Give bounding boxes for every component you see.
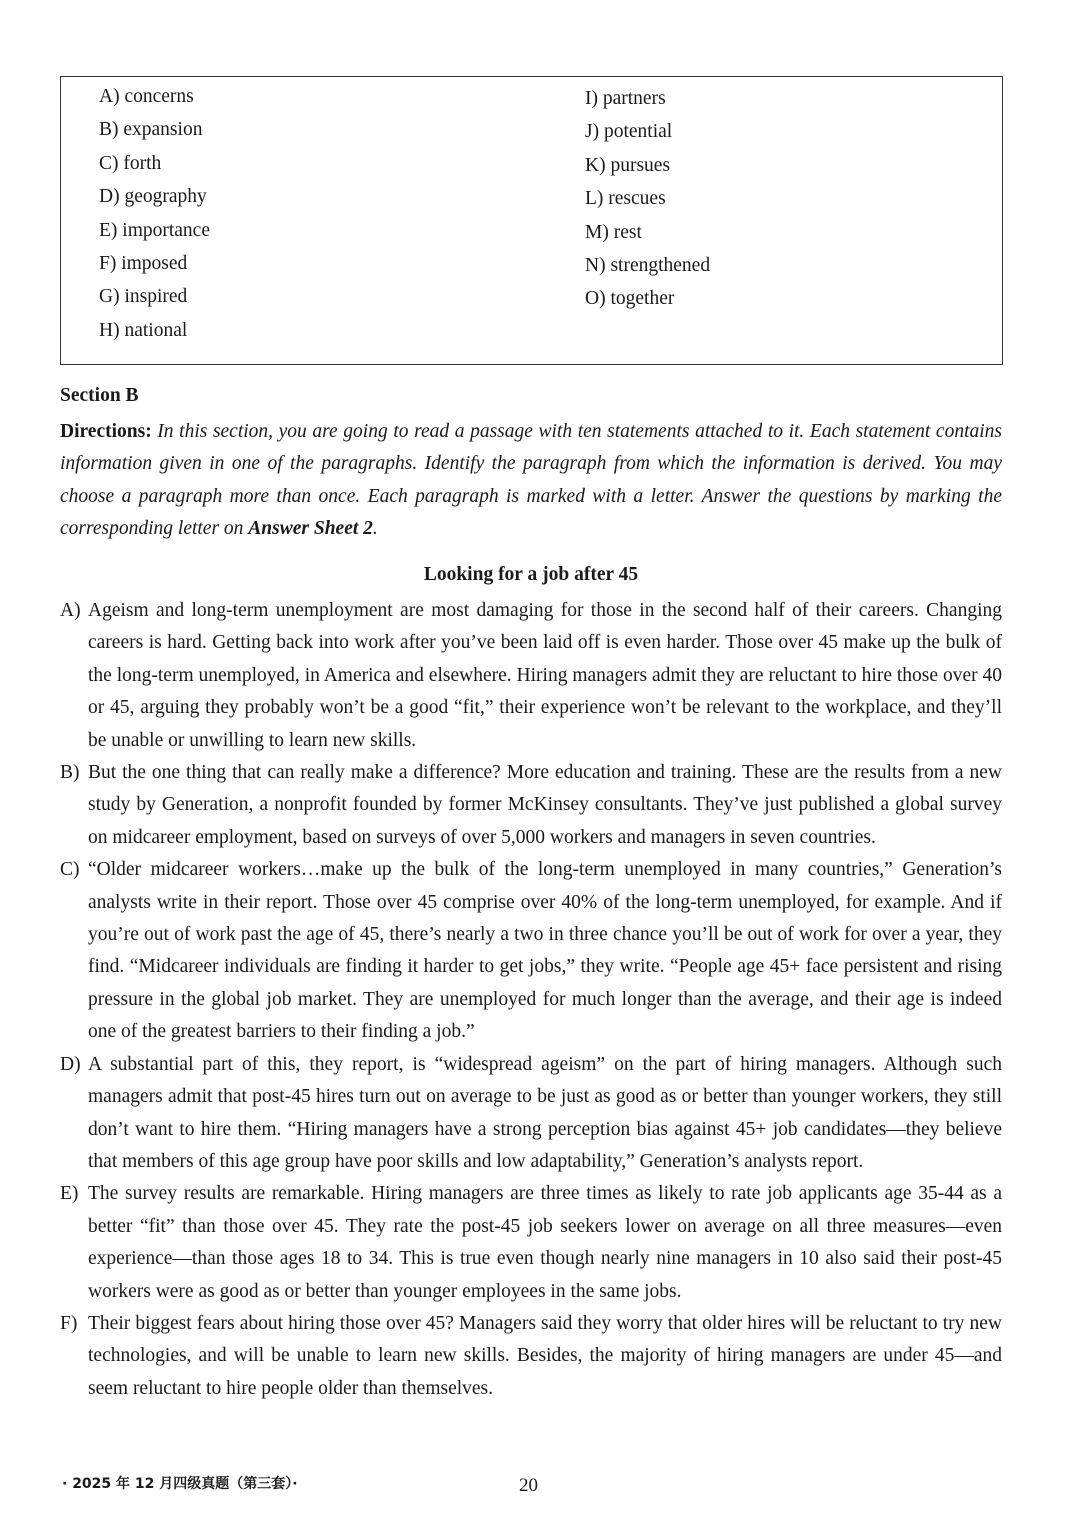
word-option: O) together: [585, 288, 675, 310]
word-option: J) potential: [585, 121, 673, 143]
paragraph-text: Ageism and long-term unemployment are most damaging for those in the second half of their careers. Changing careers is hard. Getting back into work after you’ve been laid off is even harder. Those over 45 make up the bulk of the long-term unemployed, in America and elsewhere. Hiring managers admit they are reluctant to hire those over 40 or 45, arguing they probably won’t be a good “fit,” their experience won’t be relevant to the workplace, and they’ll be unable or unwilling to learn new skills.: [88, 600, 1002, 751]
paragraph-letter: B): [60, 762, 80, 784]
page-number: 20: [519, 1475, 538, 1496]
word-option: D) geography: [99, 186, 207, 208]
paragraph-f: [60, 1308, 1002, 1405]
word-option: N) strengthened: [585, 254, 711, 276]
paragraph-letter: F): [60, 1312, 78, 1334]
word-option: I) partners: [585, 88, 666, 109]
word-option: L) rescues: [585, 188, 666, 210]
word-option: H) national: [99, 319, 188, 341]
word-bank-left-column: [99, 85, 210, 352]
section-heading: Section B: [60, 385, 139, 406]
paragraph-text: But the one thing that can really make a difference? More education and training. These are the results from a new study by Generation, a nonprofit founded by former McKinsey consultants. They’ve just published a global survey on midcareer employment, based on surveys of over 5,000 workers and managers in seven countries.: [88, 762, 1002, 848]
passage-title: Looking for a job after 45: [423, 564, 639, 585]
word-option: F) imposed: [99, 252, 188, 274]
paragraph-text: The survey results are remarkable. Hiring managers are three times as likely to rate job applicants age 35-44 as a better “fit” than those over 45. They rate the post-45 job seekers lower on average on all three measures—even experience—than those ages 18 to 34. This is true even though nearly nine managers in 10 also said their post-45 workers were as good as or better than younger employees in the same jobs.: [88, 1183, 1002, 1302]
paragraph-letter: A): [60, 600, 81, 621]
word-option: K) pursues: [585, 154, 671, 176]
word-option: C) forth: [99, 152, 162, 174]
paragraph-text: Their biggest fears about hiring those over 45? Managers said they worry that older hires will be reluctant to try new technologies, and will be unable to learn new skills. Besides, the majority of hiring managers are under 45—and seem reluctant to hire people older than themselves.: [88, 1312, 1002, 1399]
word-bank-right-column: [585, 87, 710, 321]
word-option: A) concerns: [99, 86, 194, 107]
paragraph-letter: C): [60, 859, 80, 881]
paragraph-d: [60, 1049, 1002, 1179]
paragraph-e: [60, 1178, 1002, 1308]
paragraph-a: [60, 595, 1002, 757]
word-bank-box: [60, 76, 1003, 365]
paragraph-b: [60, 757, 1002, 854]
directions-label: Directions:: [60, 421, 152, 442]
paragraph-letter: E): [60, 1183, 79, 1205]
answer-sheet-ref: Answer Sheet 2: [248, 517, 373, 539]
directions-text: [60, 416, 1002, 545]
exam-footer-label: · 2025 年 12 月四级真题（第三套）·: [62, 1476, 298, 1492]
word-option: B) expansion: [99, 119, 203, 141]
paragraph-text: “Older midcareer workers…make up the bulk of the long-term unemployed in many countries,” Generation’s analysts write in their report. Those over 45 comprise over 40% of the long-term unemployed, for example. And if you’re out of work past the age of 45, there’s nearly a two in three chance you’ll be out of work for over a year, they find. “Midcareer individuals are finding it harder to get jobs,” they write. “People age 45+ face persistent and rising pressure in the global job market. They are unemployed for much longer than the average, and their age is indeed one of the greatest barriers to their finding a job.”: [88, 859, 1002, 1043]
paragraph-c: [60, 854, 1002, 1048]
word-option: E) importance: [99, 219, 210, 241]
word-option: M) rest: [585, 221, 642, 243]
directions-end: .: [372, 517, 378, 539]
paragraph-text: A substantial part of this, they report, is “widespread ageism” on the part of hiring managers. Although such managers admit that post-45 hires turn out on average to be just as good as or better than younger workers, they still don’t want to hire them. “Hiring managers have a strong perception bias against 45+ job candidates—they believe that members of this age group have poor skills and low adaptability,” Generation’s analysts report.: [88, 1053, 1002, 1172]
passage-body: [60, 595, 1002, 1405]
directions-body: In this section, you are going to read a passage with ten statements attached to it. Each statement contains information given in one of the paragraphs. Identify the paragraph from which the information is derived. You may choose a paragraph more than once. Each paragraph is marked with a letter. Answer the questions by marking the corresponding letter on: [60, 421, 1002, 539]
paragraph-letter: D): [60, 1053, 81, 1075]
word-option: G) inspired: [99, 286, 188, 308]
